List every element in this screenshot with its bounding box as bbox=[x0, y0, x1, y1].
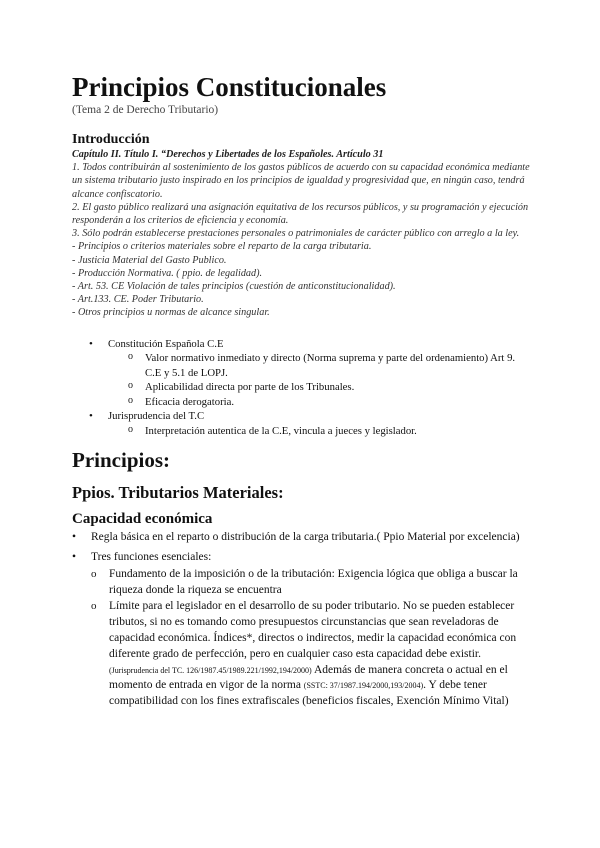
intro-reference: Capítulo II. Título I. “Derechos y Libertades de los Españoles. Artículo 31 bbox=[72, 149, 384, 160]
principios-heading: Principios: bbox=[72, 448, 170, 473]
sstc-ref: (SSTC: 37/1987.194/2000,193/2004) bbox=[303, 681, 424, 691]
sub-text: Además de manera concreta o actual en el momento de entrada en vigor de la norma bbox=[109, 663, 508, 692]
sub-list bbox=[72, 567, 532, 710]
list-item-label: Tres funciones esenciales: bbox=[91, 550, 212, 563]
sub-list-item: o Fundamento de la imposición o de la tributación: Exigencia lógica que obliga a buscar la riqueza donde la riqueza se encuentra bbox=[72, 567, 532, 599]
list-item: • Regla básica en el reparto o distribución de la carga tributaria.( Ppio Material por excelencia) bbox=[72, 530, 532, 546]
sub-list bbox=[72, 351, 532, 409]
intro-line: - Art. 53. CE Violación de tales principios (cuestión de anticonstitucionalidad). bbox=[72, 281, 396, 293]
list-item bbox=[72, 550, 532, 710]
intro-line: - Producción Normativa. ( ppio. de legalidad). bbox=[72, 267, 263, 279]
sub-list-item bbox=[72, 599, 532, 710]
intro-line: - Principios o criterios materiales sobre el reparto de la carga tributaria. bbox=[72, 241, 372, 253]
capacidad-heading: Capacidad económica bbox=[72, 511, 213, 528]
sub-text: Límite para el legislador en el desarrollo de su poder tributario. No se pueden establecer tributos, si no es tomando como presupuestos circunstancias que sean reveladoras de capacidad económica. Índices*, directos o indirectos, medir la capacidad económica con diferente grado de perfección, pero en cualquier caso esta capacidad debe existir. bbox=[109, 600, 517, 660]
intro-line: 3. Sólo podrán establecerse prestaciones personales o patrimoniales de carácter público con arreglo a la ley. bbox=[72, 228, 520, 240]
list-item bbox=[72, 337, 532, 410]
intro-heading: Introducción bbox=[72, 132, 150, 147]
sources-list bbox=[72, 337, 532, 439]
list-item bbox=[72, 409, 532, 438]
intro-line: 2. El gasto público realizará una asignación equitativa de los recursos públicos, y su programación y ejecución responderán a los criterios de eficiencia y economía. bbox=[72, 201, 529, 227]
list-item-label: Jurisprudencia del T.C bbox=[108, 410, 205, 423]
sub-list bbox=[72, 424, 532, 439]
intro-line: - Justicia Material del Gasto Publico. bbox=[72, 254, 227, 266]
ppios-heading: Ppios. Tributarios Materiales: bbox=[72, 483, 284, 503]
document-subtitle: (Tema 2 de Derecho Tributario) bbox=[72, 104, 219, 116]
sub-list-item: o Eficacia derogatoria. bbox=[72, 395, 532, 410]
intro-block bbox=[72, 148, 532, 320]
jurisprudence-ref: (Jurisprudencia del TC. 126/1987.45/1989.221/1992,194/2000) bbox=[109, 665, 312, 675]
document-title: Principios Constitucionales bbox=[72, 72, 387, 102]
intro-line: - Art.133. CE. Poder Tributario. bbox=[72, 294, 204, 306]
intro-line: 1. Todos contribuirán al sostenimiento de los gastos públicos de acuerdo con su capacidad económica mediante un sistema tributario justo inspirado en los principios de igualdad y progresividad que, en ningún caso, tendrá alcance confiscatorio. bbox=[72, 162, 530, 200]
list-item-label: Constitución Española C.E bbox=[108, 337, 224, 350]
document-page bbox=[72, 72, 532, 714]
sub-list-item: o Valor normativo inmediato y directo (Norma suprema y parte del ordenamiento) Art 9. C.E y 5.1 de LOPJ. bbox=[72, 351, 532, 380]
capacidad-list bbox=[72, 530, 532, 710]
sub-text: . Y debe tener compatibilidad con los fines extrafiscales (beneficios fiscales, Exención Mínimo Vital) bbox=[109, 679, 509, 708]
sub-list-item: o Aplicabilidad directa por parte de los Tribunales. bbox=[72, 380, 532, 395]
sub-list-item: o Interpretación autentica de la C.E, vincula a jueces y legislador. bbox=[72, 424, 532, 439]
intro-line: - Otros principios u normas de alcance singular. bbox=[72, 307, 270, 319]
